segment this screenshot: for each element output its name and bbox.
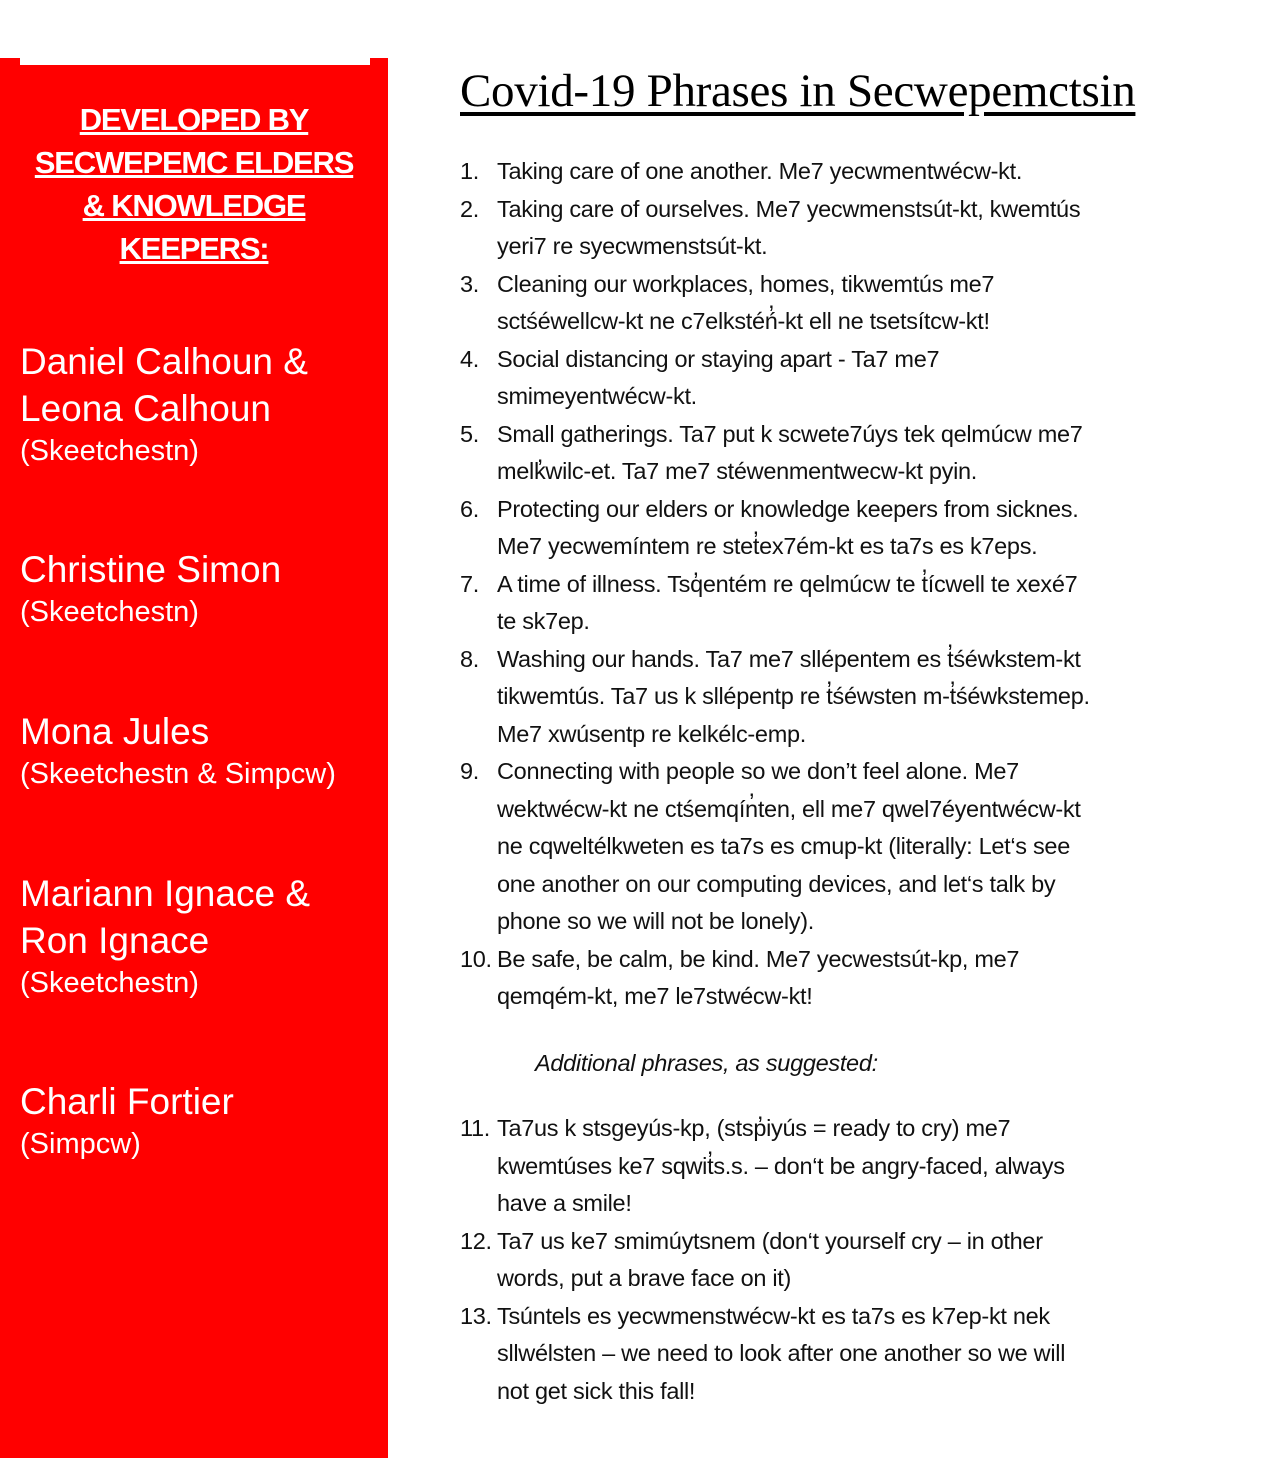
item-text-line: Ta7us k stsgeyús-kp, (stsp̓iyús = ready to cry) me7 — [497, 1115, 1011, 1141]
list-item — [460, 1110, 1250, 1223]
item-text-line: yeri7 re syecwmenstsút-kt. — [497, 233, 768, 259]
heading-line: DEVELOPED BY — [79, 102, 309, 137]
item-text-line: Me7 yecwemíntem re stet̓ex7ém-kt es ta7s es k7eps. — [497, 533, 1038, 559]
list-item — [460, 341, 1250, 416]
item-text-line: Connecting with people so we don’t feel alone. Me7 — [497, 758, 1019, 784]
item-text-line: Taking care of ourselves. Me7 yecwmenstsút-kt, kwemtús — [497, 195, 1081, 222]
person-simon — [20, 546, 281, 631]
item-text-line: sctśéwellcw-kt ne c7elkstéń̓-kt ell ne tsetsítcw-kt! — [497, 308, 990, 334]
item-text-line: Be safe, be calm, be kind. Me7 yecwestsút-kp, me7 — [497, 945, 1020, 972]
person-nation: (Skeetchestn) — [20, 967, 199, 999]
panel-top-bar — [20, 58, 370, 65]
person-nation: (Simpcw) — [20, 1128, 141, 1160]
item-number: 13. — [460, 1302, 492, 1329]
item-number: 3. — [460, 270, 479, 297]
item-text-line: words, put a brave face on it) — [497, 1265, 792, 1291]
item-number: 2. — [460, 195, 479, 222]
person-name: Daniel Calhoun & — [20, 341, 308, 382]
additional-phrases-heading: Additional phrases, as suggested: — [535, 1049, 878, 1076]
item-text-line: Me7 xwúsentp re kelkélc-emp. — [497, 720, 806, 747]
heading-line: & KNOWLEDGE — [82, 188, 306, 223]
item-text-line: Washing our hands. Ta7 me7 sllépentem es t̓śéwkstem-kt — [497, 645, 1081, 672]
item-number: 5. — [460, 420, 479, 447]
item-text-line: qemqém-kt, me7 le7stwécw-kt! — [497, 983, 813, 1009]
item-text-line: wektwécw-kt ne ctśemqín̓ten, ell me7 qwel7éyentwécw-kt — [497, 795, 1081, 822]
person-fortier — [20, 1078, 234, 1163]
person-nation: (Skeetchestn) — [20, 596, 199, 628]
item-text-line: have a smile! — [497, 1190, 632, 1216]
list-item — [460, 266, 1250, 341]
item-text-line: not get sick this fall! — [497, 1377, 696, 1404]
person-nation: (Skeetchestn) — [20, 435, 199, 467]
heading-line: SECWEPEMC ELDERS — [34, 145, 354, 180]
item-text-line: Tsúntels es yecwmenstwécw-kt es ta7s es k7ep-kt nek — [497, 1302, 1050, 1329]
item-text-line: one another on our computing devices, and let‘s talk by — [497, 870, 1056, 897]
credits-panel — [0, 58, 388, 1458]
item-number: 10. — [460, 945, 492, 972]
person-ignace — [20, 870, 310, 1002]
list-item — [460, 491, 1250, 566]
item-text-line: te sk7ep. — [497, 608, 590, 634]
item-text-line: Ta7 us ke7 smimúytsnem (don‘t yourself cry – in other — [497, 1227, 1043, 1254]
person-name: Christine Simon — [20, 549, 282, 590]
person-name: Leona Calhoun — [20, 388, 271, 429]
item-text-line: Protecting our elders or knowledge keepers from sicknes. — [497, 495, 1079, 522]
page-title: Covid-19 Phrases in Secwepemctsin — [460, 65, 1136, 117]
item-text-line: Small gatherings. Ta7 put k scwete7úys tek qelmúcw me7 — [497, 420, 1083, 447]
item-number: 4. — [460, 345, 479, 372]
item-number: 7. — [460, 570, 479, 597]
list-item — [460, 416, 1250, 491]
person-calhoun — [20, 338, 308, 470]
item-text-line: smimeyentwécw-kt. — [497, 383, 697, 409]
list-item — [460, 191, 1250, 266]
list-item — [460, 941, 1250, 1016]
person-name: Mona Jules — [20, 711, 210, 752]
developed-by-heading — [0, 98, 388, 270]
person-name: Charli Fortier — [20, 1081, 234, 1122]
item-number: 11. — [460, 1115, 491, 1141]
phrase-list — [460, 153, 1250, 1410]
item-text-line: kwemtúses ke7 sqwit̓s.s. – don‘t be angry-faced, always — [497, 1152, 1065, 1179]
item-text-line: ne cqweltélkweten es ta7s es cmup-kt (literally: Let‘s see — [497, 833, 1070, 859]
person-nation: (Skeetchestn & Simpcw) — [20, 758, 336, 790]
item-text-line: sllwélsten – we need to look after one another so we will — [497, 1340, 1066, 1366]
item-text-line: A time of illness. Tsq̓entém re qelmúcw te t̓ícwell te xexé7 — [497, 570, 1078, 597]
person-jules — [20, 708, 336, 793]
heading-line: KEEPERS: — [119, 231, 269, 266]
item-text-line: melk̓wilc-et. Ta7 me7 stéwenmentwecw-kt pyin. — [497, 458, 978, 484]
item-number: 8. — [460, 645, 479, 672]
list-item — [460, 153, 1250, 191]
item-number: 12. — [460, 1227, 492, 1254]
list-item — [460, 1298, 1250, 1411]
person-name: Mariann Ignace & — [20, 873, 311, 914]
item-text-line: Social distancing or staying apart - Ta7 me7 — [497, 345, 940, 372]
item-number: 6. — [460, 495, 479, 522]
item-text-line: Taking care of one another. Me7 yecwmentwécw-kt. — [497, 158, 1023, 184]
item-text-line: Cleaning our workplaces, homes, tikwemtús me7 — [497, 270, 995, 297]
item-number: 1. — [460, 158, 479, 184]
list-item — [460, 1223, 1250, 1298]
item-text-line: tikwemtús. Ta7 us k sllépentp re t̓śéwsten m-t̓śéwkstemep. — [497, 683, 1090, 709]
item-text-line: phone so we will not be lonely). — [497, 908, 814, 934]
person-name: Ron Ignace — [20, 920, 210, 961]
item-number: 9. — [460, 758, 479, 784]
list-item — [460, 753, 1250, 941]
list-item — [460, 566, 1250, 641]
list-item — [460, 641, 1250, 754]
